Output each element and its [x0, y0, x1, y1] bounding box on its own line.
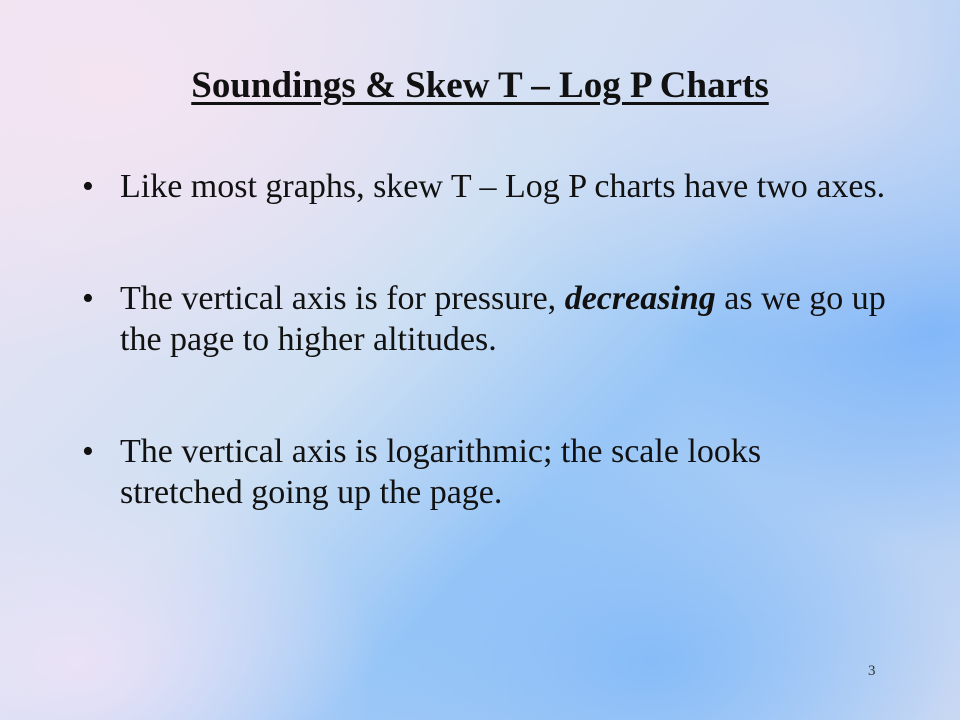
bullet-marker: •	[82, 280, 94, 317]
bullet-text: The vertical axis is logarithmic; the scale looks stretched going up the page.	[120, 433, 762, 511]
bullet-text-start: The vertical axis is for pressure,	[120, 280, 565, 317]
page-number: 3	[868, 663, 876, 679]
bullet-marker: •	[82, 168, 94, 205]
bullet-text: Like most graphs, skew T – Log P charts have two axes.	[120, 168, 886, 205]
bullet-marker: •	[82, 433, 94, 470]
bullet-item-axes	[82, 166, 892, 207]
slide-title: Soundings & Skew T – Log P Charts	[191, 65, 769, 106]
bullet-item-pressure	[82, 278, 892, 360]
bullet-list	[82, 166, 892, 584]
bullet-text-end: as we go up the page to higher altitudes.	[120, 280, 886, 358]
bullet-item-logarithmic	[82, 431, 892, 513]
emphasized-word: decreasing	[564, 280, 716, 317]
